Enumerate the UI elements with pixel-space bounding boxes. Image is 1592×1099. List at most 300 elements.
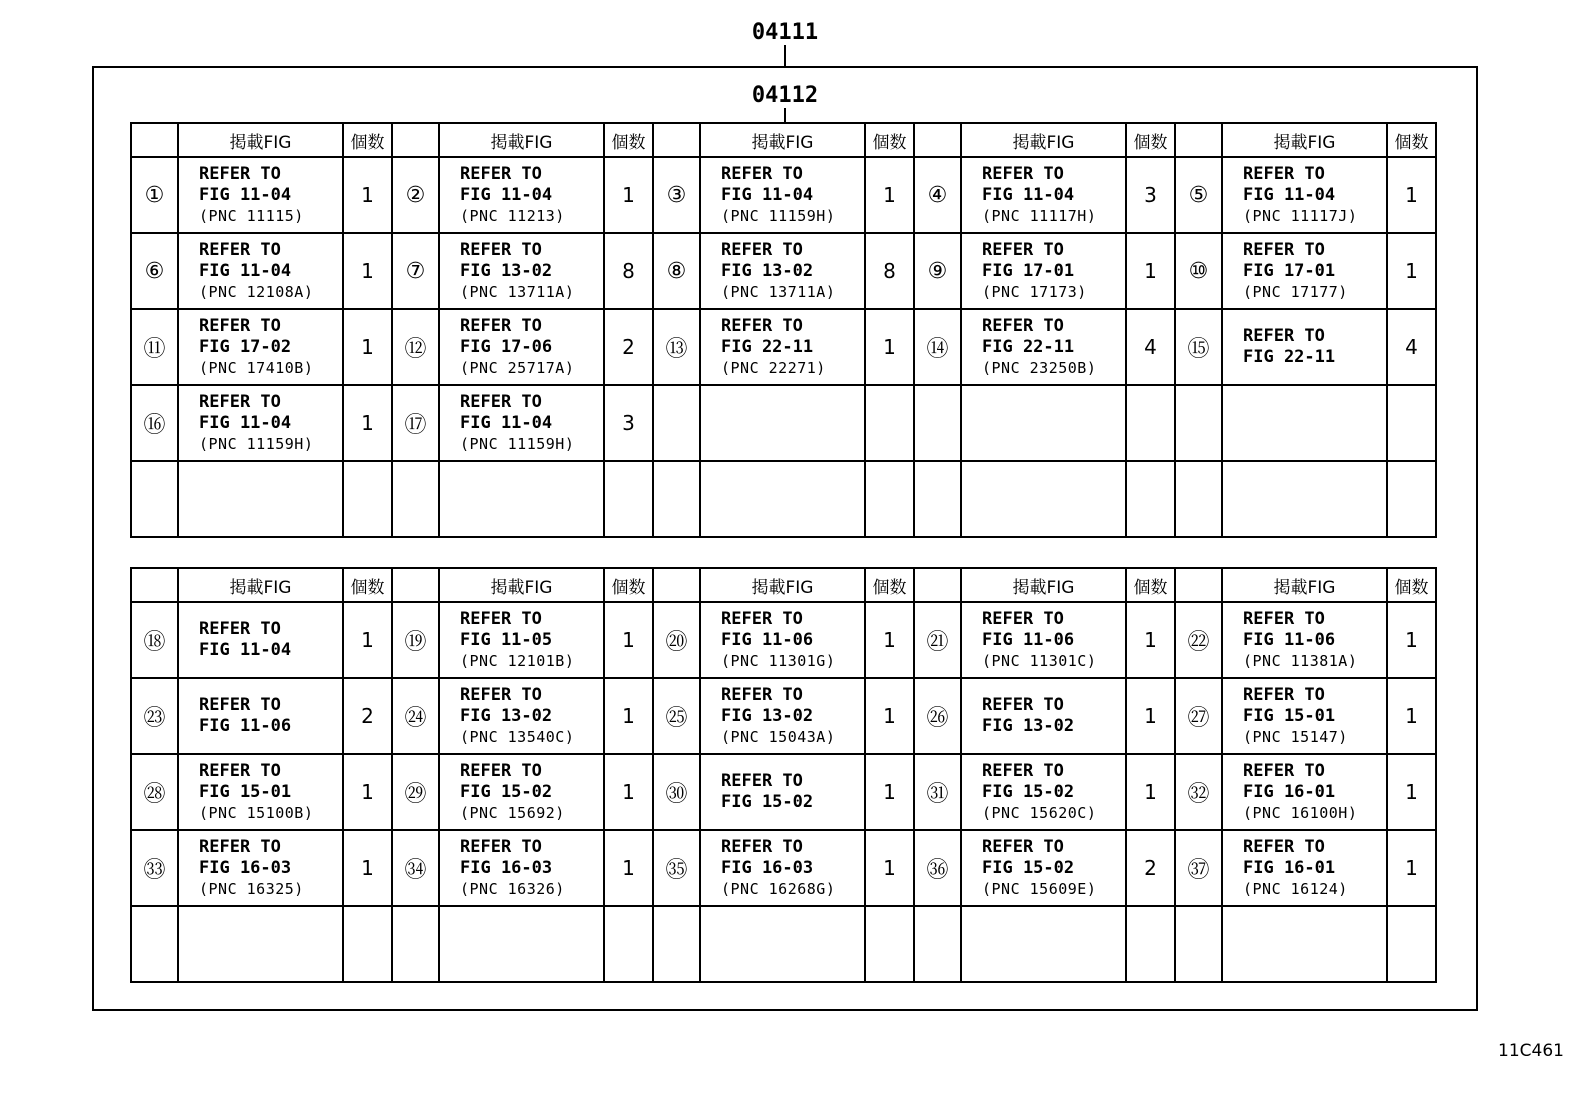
pnc-number: (PNC 11117J): [1243, 206, 1358, 225]
fig-header: 掲載FIG: [961, 568, 1126, 602]
refer-text: REFER TO: [199, 239, 281, 260]
reference-cell: [700, 385, 865, 461]
reference-cell: [1222, 602, 1387, 678]
item-number: ㉝: [131, 830, 178, 906]
quantity: 1: [865, 754, 914, 830]
table-row: [131, 309, 1436, 385]
fig-number: FIG 15-02: [460, 781, 553, 802]
reference-cell: [439, 461, 604, 537]
quantity: 1: [604, 602, 653, 678]
fig-number: FIG 11-04: [199, 640, 292, 660]
reference-cell: [1222, 385, 1387, 461]
reference-cell: [1222, 754, 1387, 830]
reference-cell: [1222, 678, 1387, 754]
fig-number: FIG 11-04: [199, 260, 292, 281]
fig-header: 掲載FIG: [439, 568, 604, 602]
reference-cell: [178, 385, 343, 461]
reference-cell: [700, 830, 865, 906]
pnc-number: (PNC 16124): [1243, 879, 1348, 898]
pnc-number: (PNC 11159H): [199, 434, 314, 453]
fig-header: 掲載FIG: [700, 123, 865, 157]
quantity: [865, 385, 914, 461]
quantity: 1: [604, 754, 653, 830]
quantity: 1: [604, 678, 653, 754]
refer-text: REFER TO: [721, 836, 803, 857]
fig-number: FIG 11-06: [1243, 629, 1336, 650]
fig-header: 掲載FIG: [1222, 123, 1387, 157]
item-number: ③: [653, 157, 700, 233]
item-number: ㉜: [1175, 754, 1222, 830]
fig-number: FIG 13-02: [721, 260, 814, 281]
quantity: 1: [1387, 233, 1436, 309]
reference-cell: [439, 309, 604, 385]
reference-cell: [178, 754, 343, 830]
quantity: 1: [1387, 157, 1436, 233]
pnc-number: (PNC 15609E): [982, 879, 1097, 898]
item-number: [1175, 385, 1222, 461]
table-row: [131, 602, 1436, 678]
reference-cell: [700, 157, 865, 233]
fig-number: FIG 16-03: [460, 857, 553, 878]
item-number: [1175, 461, 1222, 537]
qty-header: 個数: [1126, 123, 1175, 157]
refer-text: REFER TO: [460, 608, 542, 629]
quantity: [1126, 906, 1175, 982]
fig-number: FIG 11-04: [721, 184, 814, 205]
quantity: 4: [1387, 309, 1436, 385]
reference-cell: [1222, 830, 1387, 906]
refer-text: REFER TO: [982, 315, 1064, 336]
fig-number: FIG 15-01: [199, 781, 292, 802]
item-number: ㊱: [914, 830, 961, 906]
item-number: [131, 461, 178, 537]
item-number: ⑤: [1175, 157, 1222, 233]
pnc-number: (PNC 16100H): [1243, 803, 1358, 822]
refer-text: REFER TO: [1243, 836, 1325, 857]
qty-header: 個数: [343, 123, 392, 157]
pnc-number: (PNC 13540C): [460, 727, 575, 746]
item-number: ㉖: [914, 678, 961, 754]
reference-cell: [700, 906, 865, 982]
index-header-cell: [1175, 568, 1222, 602]
pnc-number: (PNC 25717A): [460, 358, 575, 377]
qty-header: 個数: [604, 568, 653, 602]
reference-cell: [178, 830, 343, 906]
table-row: [131, 461, 1436, 537]
reference-cell: [961, 830, 1126, 906]
fig-header: 掲載FIG: [178, 568, 343, 602]
quantity: [604, 461, 653, 537]
refer-text: REFER TO: [721, 315, 803, 336]
quantity: 1: [865, 309, 914, 385]
pnc-number: (PNC 17410B): [199, 358, 314, 377]
table-row: [131, 830, 1436, 906]
item-number: ⑨: [914, 233, 961, 309]
fig-number: FIG 11-04: [460, 184, 553, 205]
quantity: 1: [1387, 678, 1436, 754]
fig-number: FIG 11-04: [199, 412, 292, 433]
fig-number: FIG 22-11: [721, 336, 814, 357]
item-number: ⑬: [653, 309, 700, 385]
index-header-cell: [914, 123, 961, 157]
pnc-number: (PNC 11115): [199, 206, 304, 225]
reference-cell: [439, 906, 604, 982]
pnc-number: (PNC 16325): [199, 879, 304, 898]
reference-cell: [961, 309, 1126, 385]
refer-text: REFER TO: [982, 163, 1064, 184]
fig-number: FIG 13-02: [721, 705, 814, 726]
refer-text: REFER TO: [1243, 163, 1325, 184]
quantity: [1387, 906, 1436, 982]
refer-text: REFER TO: [721, 684, 803, 705]
refer-text: REFER TO: [721, 771, 803, 791]
quantity: [1126, 461, 1175, 537]
parts-table-lower: [130, 567, 1437, 983]
item-number: ㉛: [914, 754, 961, 830]
item-number: [653, 906, 700, 982]
reference-cell: [700, 461, 865, 537]
item-number: [131, 906, 178, 982]
fig-number: FIG 22-11: [982, 336, 1075, 357]
refer-text: REFER TO: [460, 315, 542, 336]
reference-cell: [439, 754, 604, 830]
fig-number: FIG 11-04: [199, 184, 292, 205]
refer-text: REFER TO: [460, 760, 542, 781]
item-number: ⑥: [131, 233, 178, 309]
reference-cell: [439, 385, 604, 461]
quantity: 1: [1126, 754, 1175, 830]
item-number: ⑦: [392, 233, 439, 309]
quantity: 1: [1126, 233, 1175, 309]
qty-header: 個数: [343, 568, 392, 602]
pnc-number: (PNC 22271): [721, 358, 826, 377]
fig-header: 掲載FIG: [439, 123, 604, 157]
fig-number: FIG 13-02: [460, 260, 553, 281]
pnc-number: (PNC 11117H): [982, 206, 1097, 225]
pnc-number: (PNC 13711A): [460, 282, 575, 301]
quantity: 1: [1126, 678, 1175, 754]
fig-number: FIG 11-06: [721, 629, 814, 650]
quantity: 1: [1387, 602, 1436, 678]
fig-number: FIG 15-02: [982, 857, 1075, 878]
refer-text: REFER TO: [199, 163, 281, 184]
quantity: 1: [343, 754, 392, 830]
quantity: 1: [1387, 754, 1436, 830]
reference-cell: [439, 678, 604, 754]
quantity: 1: [343, 830, 392, 906]
refer-text: REFER TO: [1243, 684, 1325, 705]
table-row: [131, 678, 1436, 754]
fig-header: 掲載FIG: [961, 123, 1126, 157]
item-number: ㉞: [392, 830, 439, 906]
reference-cell: [439, 830, 604, 906]
refer-text: REFER TO: [460, 163, 542, 184]
qty-header: 個数: [865, 123, 914, 157]
pnc-number: (PNC 15147): [1243, 727, 1348, 746]
refer-text: REFER TO: [460, 239, 542, 260]
table-row: [131, 233, 1436, 309]
item-number: ⑧: [653, 233, 700, 309]
pnc-number: (PNC 16268G): [721, 879, 836, 898]
reference-cell: [700, 754, 865, 830]
table-row: [131, 385, 1436, 461]
reference-cell: [178, 906, 343, 982]
quantity: 4: [1126, 309, 1175, 385]
qty-header: 個数: [604, 123, 653, 157]
quantity: 1: [343, 157, 392, 233]
item-number: ⑲: [392, 602, 439, 678]
item-number: [914, 906, 961, 982]
qty-header: 個数: [1387, 123, 1436, 157]
refer-text: REFER TO: [460, 836, 542, 857]
quantity: 1: [865, 157, 914, 233]
item-number: ㉚: [653, 754, 700, 830]
quantity: 3: [604, 385, 653, 461]
reference-cell: [700, 233, 865, 309]
reference-cell: [439, 157, 604, 233]
pnc-number: (PNC 15620C): [982, 803, 1097, 822]
reference-cell: [961, 233, 1126, 309]
table-row: [131, 906, 1436, 982]
item-number: ㉘: [131, 754, 178, 830]
item-number: [653, 385, 700, 461]
pnc-number: (PNC 12101B): [460, 651, 575, 670]
item-number: ⑩: [1175, 233, 1222, 309]
figure-id: 11C461: [1498, 1041, 1564, 1061]
index-header-cell: [653, 123, 700, 157]
reference-cell: [178, 678, 343, 754]
item-number: [914, 461, 961, 537]
reference-cell: [178, 461, 343, 537]
index-header-cell: [131, 123, 178, 157]
item-number: ⑪: [131, 309, 178, 385]
quantity: [1387, 385, 1436, 461]
item-number: ⑯: [131, 385, 178, 461]
refer-text: REFER TO: [199, 836, 281, 857]
fig-number: FIG 17-02: [199, 336, 292, 357]
item-number: [914, 385, 961, 461]
inner-leader-line: [784, 108, 786, 123]
item-number: ㉗: [1175, 678, 1222, 754]
item-number: ㉕: [653, 678, 700, 754]
reference-cell: [1222, 906, 1387, 982]
quantity: [865, 906, 914, 982]
quantity: 1: [343, 233, 392, 309]
quantity: 1: [865, 678, 914, 754]
refer-text: REFER TO: [982, 239, 1064, 260]
fig-number: FIG 16-01: [1243, 781, 1336, 802]
table-row: [131, 157, 1436, 233]
item-number: ⑮: [1175, 309, 1222, 385]
outer-leader-line: [784, 45, 786, 66]
reference-cell: [700, 602, 865, 678]
reference-cell: [439, 233, 604, 309]
fig-number: FIG 17-01: [1243, 260, 1336, 281]
item-number: ⑱: [131, 602, 178, 678]
quantity: 3: [1126, 157, 1175, 233]
quantity: 1: [343, 602, 392, 678]
reference-cell: [1222, 461, 1387, 537]
refer-text: REFER TO: [721, 239, 803, 260]
item-number: ⑰: [392, 385, 439, 461]
fig-number: FIG 13-02: [982, 716, 1075, 736]
item-number: ⑫: [392, 309, 439, 385]
fig-number: FIG 11-05: [460, 629, 553, 650]
refer-text: REFER TO: [460, 684, 542, 705]
item-number: ㉔: [392, 678, 439, 754]
reference-cell: [961, 461, 1126, 537]
item-number: ⑭: [914, 309, 961, 385]
quantity: [343, 906, 392, 982]
refer-text: REFER TO: [1243, 760, 1325, 781]
index-header-cell: [653, 568, 700, 602]
reference-cell: [1222, 233, 1387, 309]
item-number: ㊲: [1175, 830, 1222, 906]
reference-cell: [178, 157, 343, 233]
refer-text: REFER TO: [721, 163, 803, 184]
pnc-number: (PNC 12108A): [199, 282, 314, 301]
item-number: ②: [392, 157, 439, 233]
item-number: [392, 906, 439, 982]
item-number: ㉟: [653, 830, 700, 906]
item-number: [653, 461, 700, 537]
pnc-number: (PNC 16326): [460, 879, 565, 898]
quantity: 1: [865, 830, 914, 906]
quantity: 1: [1387, 830, 1436, 906]
refer-text: REFER TO: [199, 315, 281, 336]
reference-cell: [961, 602, 1126, 678]
fig-number: FIG 17-06: [460, 336, 553, 357]
pnc-number: (PNC 11159H): [721, 206, 836, 225]
quantity: 8: [865, 233, 914, 309]
refer-text: REFER TO: [982, 608, 1064, 629]
fig-number: FIG 15-01: [1243, 705, 1336, 726]
index-header-cell: [392, 568, 439, 602]
index-header-cell: [131, 568, 178, 602]
refer-text: REFER TO: [199, 391, 281, 412]
fig-number: FIG 13-02: [460, 705, 553, 726]
table-row: [131, 754, 1436, 830]
reference-cell: [439, 602, 604, 678]
refer-text: REFER TO: [199, 695, 281, 715]
fig-number: FIG 15-02: [721, 792, 814, 812]
reference-cell: [700, 309, 865, 385]
pnc-number: (PNC 15100B): [199, 803, 314, 822]
item-number: ㉓: [131, 678, 178, 754]
fig-number: FIG 15-02: [982, 781, 1075, 802]
refer-text: REFER TO: [1243, 239, 1325, 260]
pnc-number: (PNC 15043A): [721, 727, 836, 746]
pnc-number: (PNC 11381A): [1243, 651, 1358, 670]
fig-number: FIG 16-03: [721, 857, 814, 878]
item-number: ④: [914, 157, 961, 233]
refer-text: REFER TO: [1243, 326, 1325, 346]
item-number: ㉒: [1175, 602, 1222, 678]
quantity: 1: [343, 309, 392, 385]
index-header-cell: [392, 123, 439, 157]
quantity: 2: [1126, 830, 1175, 906]
reference-cell: [961, 754, 1126, 830]
quantity: 1: [343, 385, 392, 461]
quantity: [343, 461, 392, 537]
item-number: ①: [131, 157, 178, 233]
fig-header: 掲載FIG: [178, 123, 343, 157]
pnc-number: (PNC 11159H): [460, 434, 575, 453]
pnc-number: (PNC 13711A): [721, 282, 836, 301]
item-number: ㉑: [914, 602, 961, 678]
fig-header: 掲載FIG: [1222, 568, 1387, 602]
fig-number: FIG 16-03: [199, 857, 292, 878]
fig-number: FIG 11-06: [199, 716, 292, 736]
quantity: [1126, 385, 1175, 461]
quantity: 1: [865, 602, 914, 678]
fig-number: FIG 17-01: [982, 260, 1075, 281]
reference-cell: [178, 309, 343, 385]
parts-table-upper: [130, 122, 1437, 538]
qty-header: 個数: [1387, 568, 1436, 602]
reference-cell: [178, 602, 343, 678]
item-number: ⑳: [653, 602, 700, 678]
inner-assembly-label: 04112: [751, 83, 819, 108]
fig-header: 掲載FIG: [700, 568, 865, 602]
pnc-number: (PNC 17177): [1243, 282, 1348, 301]
qty-header: 個数: [865, 568, 914, 602]
refer-text: REFER TO: [460, 391, 542, 412]
index-header-cell: [1175, 123, 1222, 157]
index-header-cell: [914, 568, 961, 602]
quantity: [604, 906, 653, 982]
table-header-row: [131, 568, 1436, 602]
item-number: [392, 461, 439, 537]
reference-cell: [961, 385, 1126, 461]
quantity: [1387, 461, 1436, 537]
reference-cell: [178, 233, 343, 309]
pnc-number: (PNC 11213): [460, 206, 565, 225]
quantity: 1: [604, 157, 653, 233]
quantity: [865, 461, 914, 537]
pnc-number: (PNC 17173): [982, 282, 1087, 301]
pnc-number: (PNC 15692): [460, 803, 565, 822]
item-number: [1175, 906, 1222, 982]
fig-number: FIG 11-06: [982, 629, 1075, 650]
fig-number: FIG 11-04: [460, 412, 553, 433]
quantity: 2: [343, 678, 392, 754]
fig-number: FIG 22-11: [1243, 347, 1336, 367]
refer-text: REFER TO: [982, 836, 1064, 857]
fig-number: FIG 16-01: [1243, 857, 1336, 878]
qty-header: 個数: [1126, 568, 1175, 602]
outer-assembly-label: 04111: [751, 20, 819, 45]
table-header-row: [131, 123, 1436, 157]
quantity: 1: [1126, 602, 1175, 678]
refer-text: REFER TO: [199, 619, 281, 639]
reference-cell: [1222, 157, 1387, 233]
reference-cell: [961, 678, 1126, 754]
reference-cell: [700, 678, 865, 754]
quantity: 1: [604, 830, 653, 906]
pnc-number: (PNC 11301C): [982, 651, 1097, 670]
refer-text: REFER TO: [982, 695, 1064, 715]
refer-text: REFER TO: [199, 760, 281, 781]
quantity: 2: [604, 309, 653, 385]
fig-number: FIG 11-04: [1243, 184, 1336, 205]
refer-text: REFER TO: [721, 608, 803, 629]
quantity: 8: [604, 233, 653, 309]
refer-text: REFER TO: [982, 760, 1064, 781]
pnc-number: (PNC 11301G): [721, 651, 836, 670]
item-number: ㉙: [392, 754, 439, 830]
refer-text: REFER TO: [1243, 608, 1325, 629]
